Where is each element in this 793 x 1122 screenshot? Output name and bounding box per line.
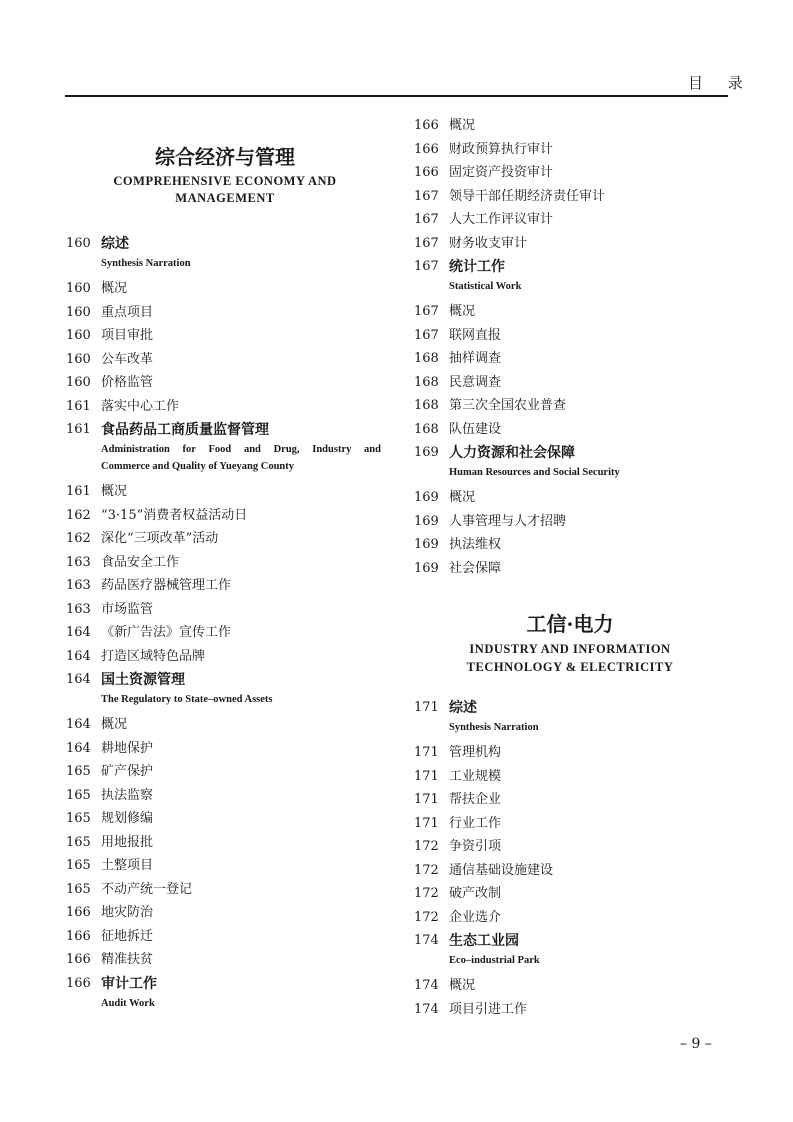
toc-entry-label: 重点项目: [101, 304, 154, 320]
toc-page-number: 163: [66, 578, 91, 593]
toc-page-number: 165: [66, 811, 91, 826]
toc-page-number: 160: [66, 304, 91, 320]
toc-entry-label: 矿产保护: [101, 764, 154, 779]
toc-entry-label: 落实中心工作: [101, 398, 180, 414]
toc-entry-en-subtitle: Statistical Work: [449, 281, 522, 292]
toc-entry-label: 耕地保护: [101, 740, 154, 756]
toc-page-number: 168: [414, 351, 439, 366]
toc-page-number: 174: [414, 978, 439, 993]
toc-page-number: 169: [414, 445, 439, 460]
toc-page-number: 166: [414, 118, 439, 133]
toc-page-number: 162: [66, 507, 91, 523]
toc-entry-label: 执法维权: [449, 537, 502, 552]
toc-entry-label: 征地拆迁: [101, 928, 154, 944]
toc-entry-en-subtitle: Commerce and Quality of Yueyang County: [101, 461, 294, 472]
toc-page-number: 169: [414, 513, 439, 529]
toc-page-number: 166: [66, 905, 91, 920]
toc-entry-en-subtitle: The Regulatory to State–owned Assets: [101, 694, 273, 705]
toc-entry-label: 第三次全国农业普查: [449, 398, 567, 413]
toc-page-number: 161: [66, 398, 91, 414]
toc-entry-label: 国土资源管理: [101, 672, 185, 688]
toc-entry-label: 工业规模: [449, 768, 502, 784]
toc-entry-label: “3·15”消费者权益活动日: [101, 507, 248, 523]
toc-page-number: 165: [66, 764, 91, 779]
section-title-en-line: TECHNOLOGY & ELECTRICITY: [466, 660, 674, 674]
section-title-en-line: COMPREHENSIVE ECONOMY AND: [113, 174, 337, 188]
toc-page-number: 169: [414, 560, 439, 576]
toc-entry-label: 争资引项: [449, 839, 502, 854]
toc-entry-label: 执法监察: [101, 787, 154, 803]
toc-entry-label: 概况: [101, 484, 128, 499]
toc-entry-label: 《新广告法》宣传工作: [101, 625, 232, 640]
toc-entry-label: 社会保障: [449, 560, 502, 576]
toc-entry-label: 行业工作: [449, 815, 502, 831]
toc-page-number: 167: [414, 188, 439, 204]
toc-entry-label: 药品医疗器械管理工作: [101, 578, 232, 593]
toc-page-number: 162: [66, 531, 91, 546]
toc-entry-label: 深化“三项改革”活动: [101, 531, 219, 546]
toc-entry-label: 民意调查: [449, 374, 502, 390]
toc-entry-label: 人事管理与人才招聘: [449, 513, 567, 529]
section-title-en-line: MANAGEMENT: [175, 191, 275, 205]
toc-entry-label: 项目引进工作: [449, 1001, 528, 1017]
toc-page-number: 172: [414, 862, 439, 878]
toc-page-number: 165: [66, 834, 91, 850]
toc-page-number: 164: [66, 672, 91, 687]
toc-page-number: 164: [66, 648, 91, 664]
toc-entry-label: 审计工作: [101, 975, 157, 992]
toc-page-number: 163: [66, 601, 91, 617]
toc-page-number: 160: [66, 281, 91, 296]
toc-page-number: 160: [66, 351, 91, 367]
toc-entry-label: 人力资源和社会保障: [449, 445, 575, 461]
toc-entry-label: 用地报批: [101, 834, 154, 850]
toc-page-number: 174: [414, 1001, 439, 1017]
toc-page-number: 164: [66, 625, 91, 640]
toc-entry-label: 概况: [449, 490, 476, 505]
toc-entry-label: 打造区域特色品牌: [101, 648, 206, 664]
toc-page-number: 172: [414, 839, 439, 854]
toc-entry-label: 帮扶企业: [449, 792, 502, 807]
toc-page-number: 167: [414, 212, 439, 227]
toc-entry-label: 联网直报: [449, 327, 502, 343]
toc-page-number: 166: [66, 928, 91, 944]
toc-entry-label: 队伍建设: [449, 421, 502, 437]
toc-entry-label: 市场监管: [101, 601, 154, 617]
toc-entry-en-subtitle: Human Resources and Social Security: [449, 467, 620, 478]
toc-entry-label: 领导干部任期经济责任审计: [449, 188, 606, 204]
toc-page-number: 161: [66, 422, 91, 437]
toc-page-number: 167: [414, 327, 439, 343]
toc-page-number: 160: [66, 236, 91, 251]
toc-entry-label: 人大工作评议审计: [449, 212, 554, 227]
toc-page-number: 168: [414, 421, 439, 437]
toc-page-number: 169: [414, 490, 439, 505]
toc-entry-label: 土整项目: [101, 858, 154, 873]
toc-page-number: 167: [414, 304, 439, 319]
section-title-industry-electricity: 工信·电力: [526, 612, 614, 636]
toc-entry-en-subtitle: Synthesis Narration: [449, 722, 539, 733]
toc-entry-label: 抽样调查: [449, 351, 502, 366]
toc-entry-en-subtitle: Eco–industrial Park: [449, 955, 540, 966]
section-title-comprehensive-economy: 综合经济与管理: [155, 145, 295, 169]
toc-entry-label: 概况: [449, 118, 476, 133]
running-header-title: 目 录: [688, 74, 753, 92]
header-rule: [65, 95, 728, 97]
toc-page-number: 164: [66, 740, 91, 756]
toc-entry-label: 管理机构: [449, 745, 502, 760]
toc-page-number: 168: [414, 398, 439, 413]
toc-entry-label: 概况: [449, 304, 476, 319]
toc-entry-label: 综述: [101, 236, 129, 252]
toc-entry-label: 综述: [449, 700, 477, 716]
toc-entry-label: 精准扶贫: [101, 952, 154, 967]
toc-page-number: 166: [414, 141, 439, 157]
toc-page-number: 174: [414, 933, 439, 948]
toc-page-number: 164: [66, 717, 91, 732]
toc-entry-label: 破产改制: [449, 886, 502, 901]
toc-page-number: 167: [414, 235, 439, 251]
toc-entry-label: 不动产统一登记: [101, 881, 193, 897]
toc-entry-label: 价格监管: [101, 375, 154, 390]
toc-entry-label: 财政预算执行审计: [449, 141, 554, 157]
toc-page-number: 160: [66, 328, 91, 343]
toc-entry-label: 概况: [449, 978, 476, 993]
toc-page-number: 172: [414, 886, 439, 901]
toc-entry-en-subtitle: Administration for Food and Drug, Industry and: [101, 444, 381, 455]
toc-entry-label: 规划修编: [101, 811, 154, 826]
toc-page-number: 166: [66, 975, 91, 991]
toc-entry-label: 概况: [101, 281, 128, 296]
toc-entry-label: 财务收支审计: [449, 235, 528, 251]
toc-page-number: 167: [414, 259, 439, 274]
toc-page-number: 168: [414, 374, 439, 390]
toc-entry-label: 统计工作: [449, 259, 505, 275]
toc-entry-en-subtitle: Audit Work: [101, 997, 155, 1009]
toc-page-number: 171: [414, 815, 439, 831]
toc-entry-label: 项目审批: [101, 328, 154, 343]
toc-page-number: 165: [66, 858, 91, 873]
toc-page-number: 161: [66, 484, 91, 499]
toc-entry-label: 固定资产投资审计: [449, 165, 554, 180]
toc-page-number: 166: [414, 165, 439, 180]
toc-page-number: 171: [414, 792, 439, 807]
toc-entry-label: 食品药品工商质量监督管理: [101, 422, 269, 438]
toc-page-number: 171: [414, 768, 439, 784]
toc-page-number: 172: [414, 909, 439, 925]
toc-page-number: 163: [66, 554, 91, 570]
toc-entry-label: 企业选介: [449, 909, 502, 925]
toc-page-number: 160: [66, 375, 91, 390]
toc-page-number: 171: [414, 700, 439, 715]
toc-entry-label: 食品安全工作: [101, 554, 180, 570]
toc-page-number: 171: [414, 745, 439, 760]
section-title-en-line: INDUSTRY AND INFORMATION: [469, 642, 671, 656]
toc-page-number: 169: [414, 537, 439, 552]
page-number: – 9 –: [680, 1036, 712, 1052]
toc-page-number: 165: [66, 881, 91, 897]
toc-page-number: 166: [66, 952, 91, 967]
toc-page-number: 165: [66, 787, 91, 803]
toc-entry-label: 公车改革: [101, 351, 154, 367]
toc-entry-label: 地灾防治: [101, 905, 154, 920]
toc-entry-en-subtitle: Synthesis Narration: [101, 258, 191, 269]
toc-entry-label: 通信基础设施建设: [449, 862, 554, 878]
toc-entry-label: 概况: [101, 717, 128, 732]
toc-entry-label: 生态工业园: [449, 933, 519, 949]
